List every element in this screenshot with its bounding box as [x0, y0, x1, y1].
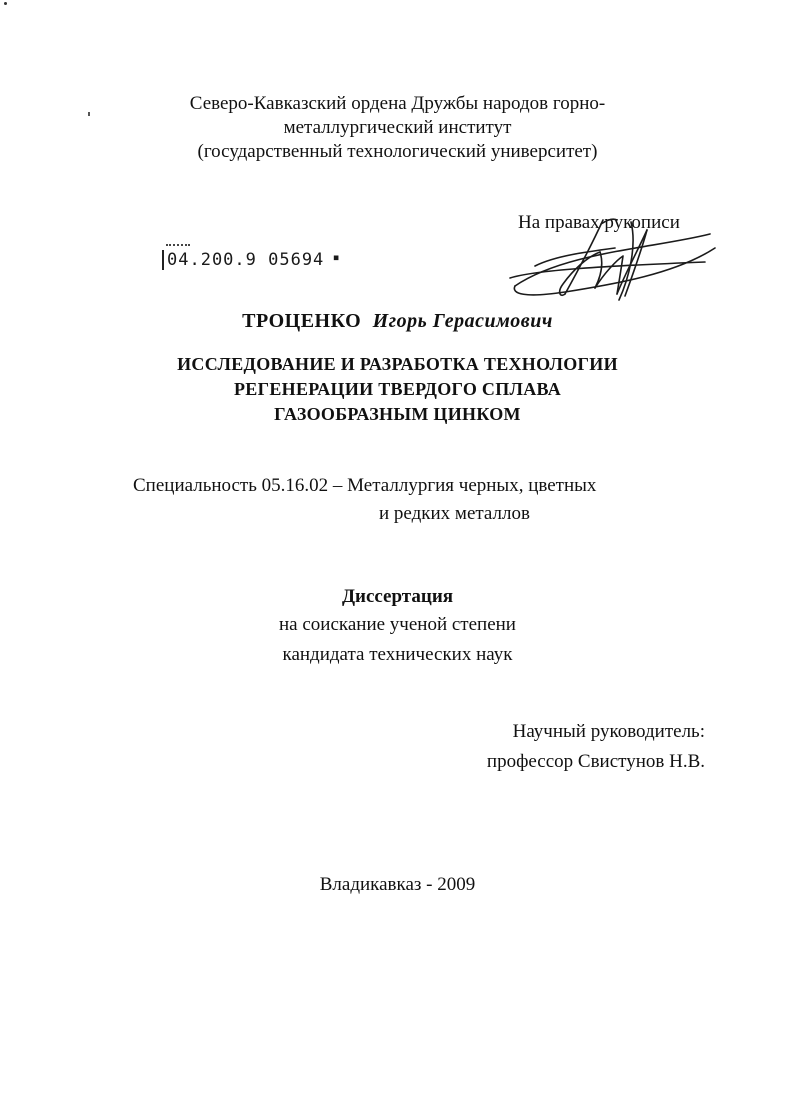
scan-speck — [4, 2, 7, 5]
institution-line-1: Северо-Кавказский ордена Дружбы народов горно- — [189, 93, 606, 114]
degree-line-2: кандидата технических наук — [282, 644, 513, 665]
author-given-names: Игорь Герасимович — [372, 310, 553, 332]
supervisor-label: Научный руководитель: — [512, 721, 705, 742]
speciality-line-2: и редких металлов — [379, 503, 530, 524]
degree-line-1: на соискание ученой степени — [279, 614, 516, 635]
institution-header — [0, 92, 795, 164]
title-line-2: РЕГЕНЕРАЦИИ ТВЕРДОГО СПЛАВА — [233, 379, 562, 399]
signature — [505, 212, 720, 304]
stamp-number: 04.200.9 05694 — [162, 250, 324, 270]
stamp-dots — [166, 244, 190, 248]
place-year: Владикавказ - 2009 — [319, 874, 476, 895]
registration-stamp — [162, 250, 341, 270]
speciality-line-1: Специальность 05.16.02 – Металлургия черных, цветных — [133, 475, 597, 496]
manuscript-note: На правах рукописи — [518, 212, 680, 233]
institution-line-3: (государственный технологический университет) — [197, 141, 598, 162]
title-line-1: ИССЛЕДОВАНИЕ И РАЗРАБОТКА ТЕХНОЛОГИИ — [177, 354, 618, 374]
author-name — [0, 310, 795, 333]
supervisor-name: профессор Свистунов Н.В. — [486, 751, 705, 772]
supervisor-block — [487, 717, 705, 777]
institution-line-2: металлургический институт — [283, 117, 512, 138]
title-line-3: ГАЗООБРАЗНЫМ ЦИНКОМ — [274, 404, 521, 424]
stamp-mark: ▪ — [324, 250, 341, 264]
author-surname: ТРОЦЕНКО — [242, 310, 362, 332]
dissertation-title — [0, 352, 795, 427]
dissertation-heading: Диссертация — [341, 586, 454, 607]
degree-block — [0, 586, 795, 670]
